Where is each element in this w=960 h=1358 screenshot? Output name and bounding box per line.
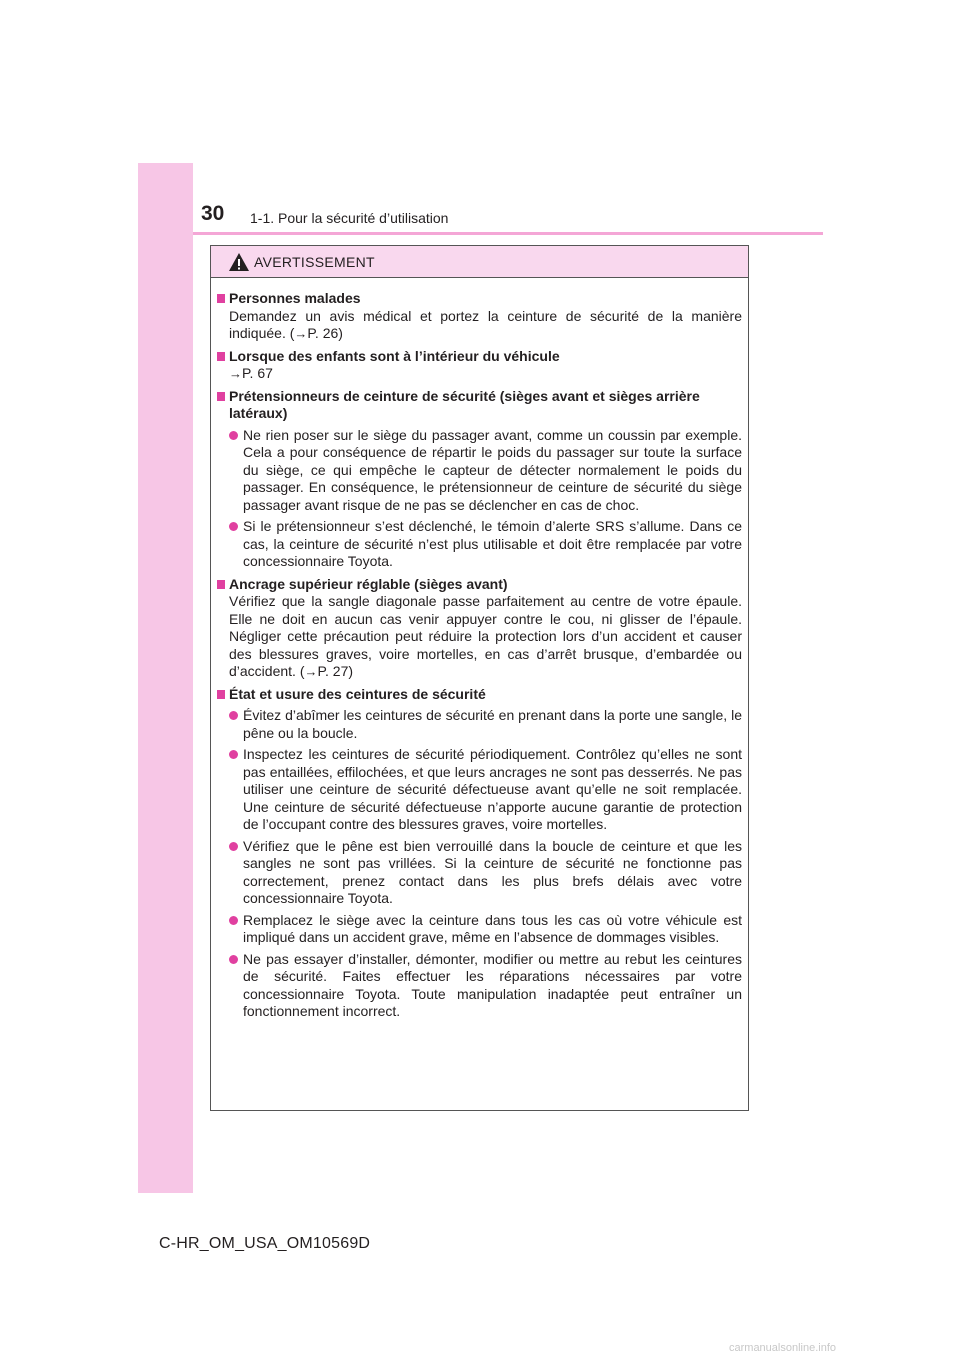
section-title: 1-1. Pour la sécurité d’utilisation: [250, 210, 449, 226]
bullet-dot-icon: [229, 916, 238, 925]
side-tab-band: [138, 163, 193, 1193]
bullet-text: Ne rien poser sur le siège du passager avant, comme un coussin par exemple. Cela a pour conséquence de répartir le poids du passager sur toute la surface du siège, ce qui empêche le capteur de détecter normalement le poids du passager. En conséquence, le prétensionneur de ceinture de sécurité du siège passager avant risque de ne pas se déclencher en cas de choc.: [243, 426, 742, 513]
page-ref: P. 67: [242, 365, 273, 381]
bullet-dot-icon: [229, 522, 238, 531]
section-heading: État et usure des ceintures de sécurité: [217, 686, 742, 704]
bullet-text: Remplacez le siège avec la ceinture dans tous les cas où votre véhicule est impliqué dans un accident grave, même en l’absence de dommages visibles.: [243, 911, 742, 945]
bullet-text: Évitez d’abîmer les ceintures de sécurité en prenant dans la porte une sangle, le pêne ou la boucle.: [243, 707, 742, 741]
bullet-dot-icon: [229, 955, 238, 964]
list-item: [217, 951, 742, 1021]
section-text: [217, 593, 742, 681]
bullet-text: Ne pas essayer d’installer, démonter, modifier ou mettre au rebut les ceintures de sécurité. Faites effectuer les réparations nécessaires par votre concessionnaire Toyota. Toute manipulation inadaptée peut entraîner un fonctionnement incorrect.: [243, 950, 742, 1019]
bullet-text: Vérifiez que le pêne est bien verrouillé dans la boucle de ceinture et que les sangles ne sont pas vrillées. Si la ceinture de sécurité ne fonctionne pas correctement, prenez contact dans les plus brefs délais avec votre concessionnaire Toyota.: [243, 837, 742, 906]
arrow-right-icon: →: [229, 366, 242, 381]
list-item: [217, 838, 742, 908]
document-code: C-HR_OM_USA_OM10569D: [159, 1235, 371, 1252]
page-number: 30: [201, 202, 225, 225]
list-item: [217, 427, 742, 515]
section-pretensioners: [217, 388, 742, 571]
bullet-dot-icon: [229, 750, 238, 759]
bullet-dot-icon: [229, 842, 238, 851]
text: Demandez un avis médical et portez la ceinture de sécurité de la manière indiquée. (: [229, 307, 742, 341]
warning-box: [210, 245, 749, 1111]
watermark: carmanualsonline.info: [729, 1342, 837, 1354]
list-item: [217, 912, 742, 947]
bullet-text: Si le prétensionneur s’est déclenché, le témoin d’alerte SRS s’allume. Dans ce cas, la ceinture de sécurité n’est plus utilisable et doit être remplacée par votre concessionnaire Toyota.: [243, 518, 742, 569]
section-text: [217, 308, 742, 343]
list-item: [217, 518, 742, 571]
warning-body: [211, 278, 748, 1021]
bullet-dot-icon: [229, 431, 238, 440]
section-heading: Prétensionneurs de ceinture de sécurité (sièges avant et sièges arrière latéraux): [217, 388, 742, 423]
warning-triangle-icon: [228, 252, 250, 272]
text: Vérifiez que la sangle diagonale passe parfaitement au centre de votre épaule. Elle ne doit en aucun cas venir appuyer contre le cou, ni glisser de l’épaule. Négliger cette précaution peut réduire la protection lors d’un accident et causer des blessures graves, voire mortelles, en cas d’arrêt brusque, d’embardée ou d’accident. (: [229, 593, 742, 679]
arrow-right-icon: →: [294, 326, 308, 341]
bullet-text: Inspectez les ceintures de sécurité périodiquement. Contrôlez qu’elles ne sont pas entaillées, effilochées, et que leurs ancrages ne sont pas desserrés. Ne pas utiliser une ceinture de sécurité défectueuse avant qu’elle ne soit remplacée. Une ceinture de sécurité défectueuse n’apporte aucune garantie de protection de l’occupant contre des blessures graves, voire mortelles.: [243, 746, 742, 832]
section-belt-condition: [217, 686, 742, 1021]
section-heading: Ancrage supérieur réglable (sièges avant): [217, 576, 742, 594]
section-heading: Personnes malades: [217, 290, 742, 308]
page-ref: P. 26): [307, 325, 343, 341]
section-sick-persons: [217, 290, 742, 343]
list-item: [217, 746, 742, 834]
section-upper-anchor: [217, 576, 742, 681]
page-ref: P. 27): [317, 663, 354, 679]
section-heading: Lorsque des enfants sont à l’intérieur du véhicule: [217, 348, 742, 366]
section-text: [217, 365, 742, 383]
arrow-right-icon: →: [304, 664, 318, 679]
bullet-dot-icon: [229, 711, 238, 720]
header-rule: [193, 232, 823, 235]
list-item: [217, 707, 742, 742]
warning-title: AVERTISSEMENT: [254, 254, 375, 270]
section-children: [217, 348, 742, 383]
warning-header: [211, 246, 748, 278]
